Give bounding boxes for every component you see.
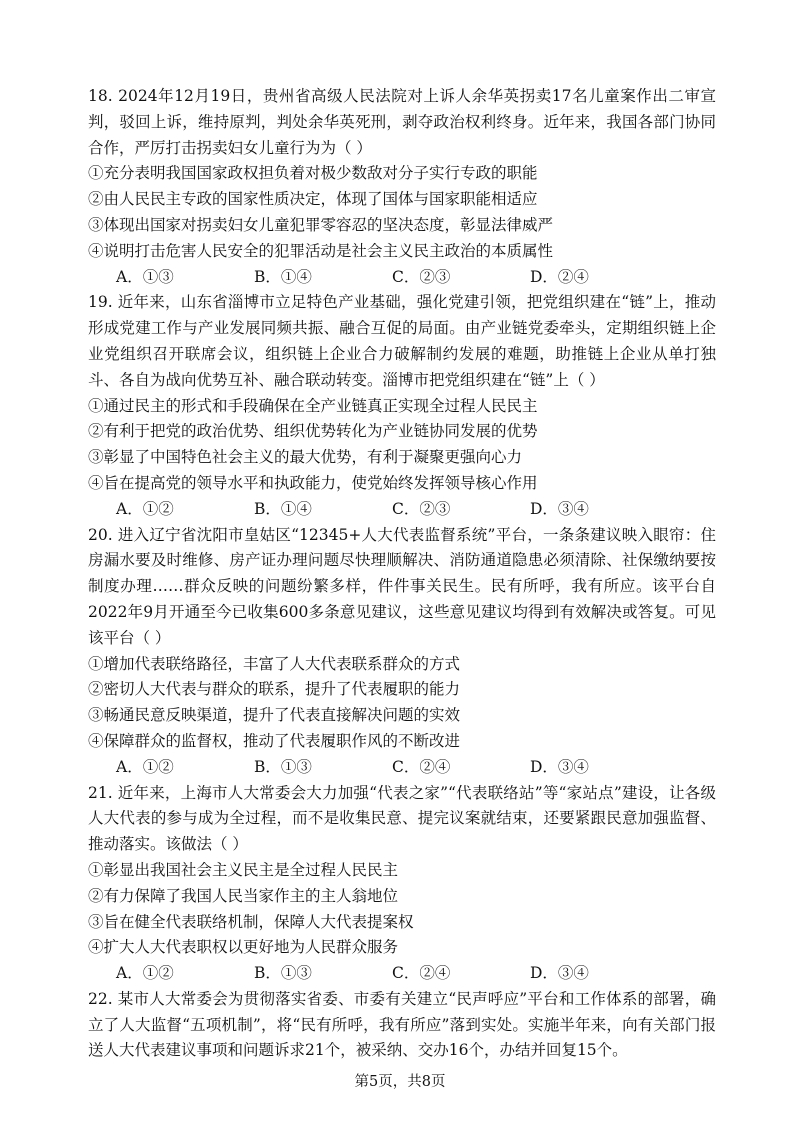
option-a[interactable]: A．①② bbox=[116, 964, 174, 983]
statement: ②密切人大代表与群众的联系，提升了代表履职的能力 bbox=[88, 680, 461, 699]
statement: ②有利于把党的政治优势、组织优势转化为产业链协同发展的优势 bbox=[88, 422, 538, 441]
statement: ④说明打击危害人民安全的犯罪活动是社会主义民主政治的本质属性 bbox=[88, 241, 554, 260]
statement: ②有力保障了我国人民当家作主的主人翁地位 bbox=[88, 886, 399, 905]
question-stem: 21. 近年来，上海市人大常委会大力加强“代表之家”“代表联络站”等“家站点”建设，让各级人大代表的参与成为全过程，而不是收集民意、提完议案就结束，还要紧跟民意加强监督、推动落实。该做法（ ） bbox=[88, 783, 716, 854]
statement: ③旨在健全代表联络机制，保障人大代表提案权 bbox=[88, 912, 414, 931]
question-19 bbox=[88, 290, 716, 522]
answer-options bbox=[116, 961, 668, 987]
option-d[interactable]: D．③④ bbox=[530, 499, 589, 518]
statement: ②由人民民主专政的国家性质决定，体现了国体与国家职能相适应 bbox=[88, 190, 538, 209]
statement: ③彰显了中国特色社会主义的最大优势，有利于凝聚更强向心力 bbox=[88, 448, 523, 467]
option-c[interactable]: C．②③ bbox=[392, 267, 451, 286]
question-22 bbox=[88, 987, 716, 1064]
option-a[interactable]: A．①② bbox=[116, 499, 174, 518]
option-c[interactable]: C．②④ bbox=[392, 757, 451, 776]
option-b[interactable]: B．①③ bbox=[254, 757, 312, 776]
statement: ④保障群众的监督权，推动了代表履职作风的不断改进 bbox=[88, 731, 461, 750]
statement: ①通过民主的形式和手段确保在全产业链真正实现全过程人民民主 bbox=[88, 396, 538, 415]
option-c[interactable]: C．②④ bbox=[392, 964, 451, 983]
question-20 bbox=[88, 523, 716, 781]
question-stem: 20. 进入辽宁省沈阳市皇姑区“12345+人大代表监督系统”平台，一条条建议映入眼帘：住房漏水要及时维修、房产证办理问题尽快理顺解决、消防通道隐患必须清除、社保缴纳要按制度办理……群众反映的问题纷繁多样，件件事关民生。民有所呼，我有所应。该平台自2022年9月开通至今已收集600多条意见建议，这些意见建议均得到有效解决或答复。可见该平台（ ） bbox=[88, 525, 716, 647]
answer-options bbox=[116, 755, 668, 781]
option-d[interactable]: D．③④ bbox=[530, 757, 589, 776]
statement: ①增加代表联络路径，丰富了人大代表联系群众的方式 bbox=[88, 654, 461, 673]
statement: ③体现出国家对拐卖妇女儿童犯罪零容忍的坚决态度，彰显法律威严 bbox=[88, 215, 554, 234]
option-d[interactable]: D．③④ bbox=[530, 964, 589, 983]
statement: ④旨在提高党的领导水平和执政能力，使党始终发挥领导核心作用 bbox=[88, 473, 538, 492]
statement: ④扩大人大代表职权以更好地为人民群众服务 bbox=[88, 938, 399, 957]
question-stem: 19. 近年来，山东省淄博市立足特色产业基础，强化党建引领，把党组织建在“链”上，推动形成党建工作与产业发展同频共振、融合互促的局面。由产业链党委牵头，定期组织链上企业党组织召开联席会议，组织链上企业合力破解制约发展的难题，助推链上企业从单打独斗、各自为战向优势互补、融合联动转变。淄博市把党组织建在“链”上（ ） bbox=[88, 293, 716, 389]
option-c[interactable]: C．②③ bbox=[392, 499, 451, 518]
option-d[interactable]: D．②④ bbox=[530, 267, 589, 286]
questions-container bbox=[88, 84, 716, 1064]
option-b[interactable]: B．①④ bbox=[254, 267, 312, 286]
question-18 bbox=[88, 84, 716, 290]
question-stem: 18. 2024年12月19日，贵州省高级人民法院对上诉人余华英拐卖17名儿童案作出二审宣判，驳回上诉，维持原判，判处余华英死刑，剥夺政治权利终身。近年来，我国各部门协同合作，严厉打击拐卖妇女儿童行为为（ ） bbox=[88, 87, 716, 157]
option-b[interactable]: B．①③ bbox=[254, 964, 312, 983]
statement: ③畅通民意反映渠道，提升了代表直接解决问题的实效 bbox=[88, 706, 461, 725]
option-b[interactable]: B．①④ bbox=[254, 499, 312, 518]
statement: ①充分表明我国国家政权担负着对极少数敌对分子实行专政的职能 bbox=[88, 164, 538, 183]
question-21 bbox=[88, 781, 716, 987]
statement: ①彰显出我国社会主义民主是全过程人民民主 bbox=[88, 860, 399, 879]
question-stem: 22. 某市人大常委会为贯彻落实省委、市委有关建立“民声呼应”平台和工作体系的部署，确立了人大监督“五项机制”，将“民有所呼，我有所应”落到实处。实施半年来，向有关部门报送人大代表建议事项和问题诉求21个，被采纳、交办16个，办结并回复15个。 bbox=[88, 989, 716, 1060]
option-a[interactable]: A．①③ bbox=[116, 267, 174, 286]
answer-options bbox=[116, 265, 668, 291]
answer-options bbox=[116, 497, 668, 523]
option-a[interactable]: A．①② bbox=[116, 757, 174, 776]
page-number: 第5页，共8页 bbox=[354, 1074, 446, 1090]
